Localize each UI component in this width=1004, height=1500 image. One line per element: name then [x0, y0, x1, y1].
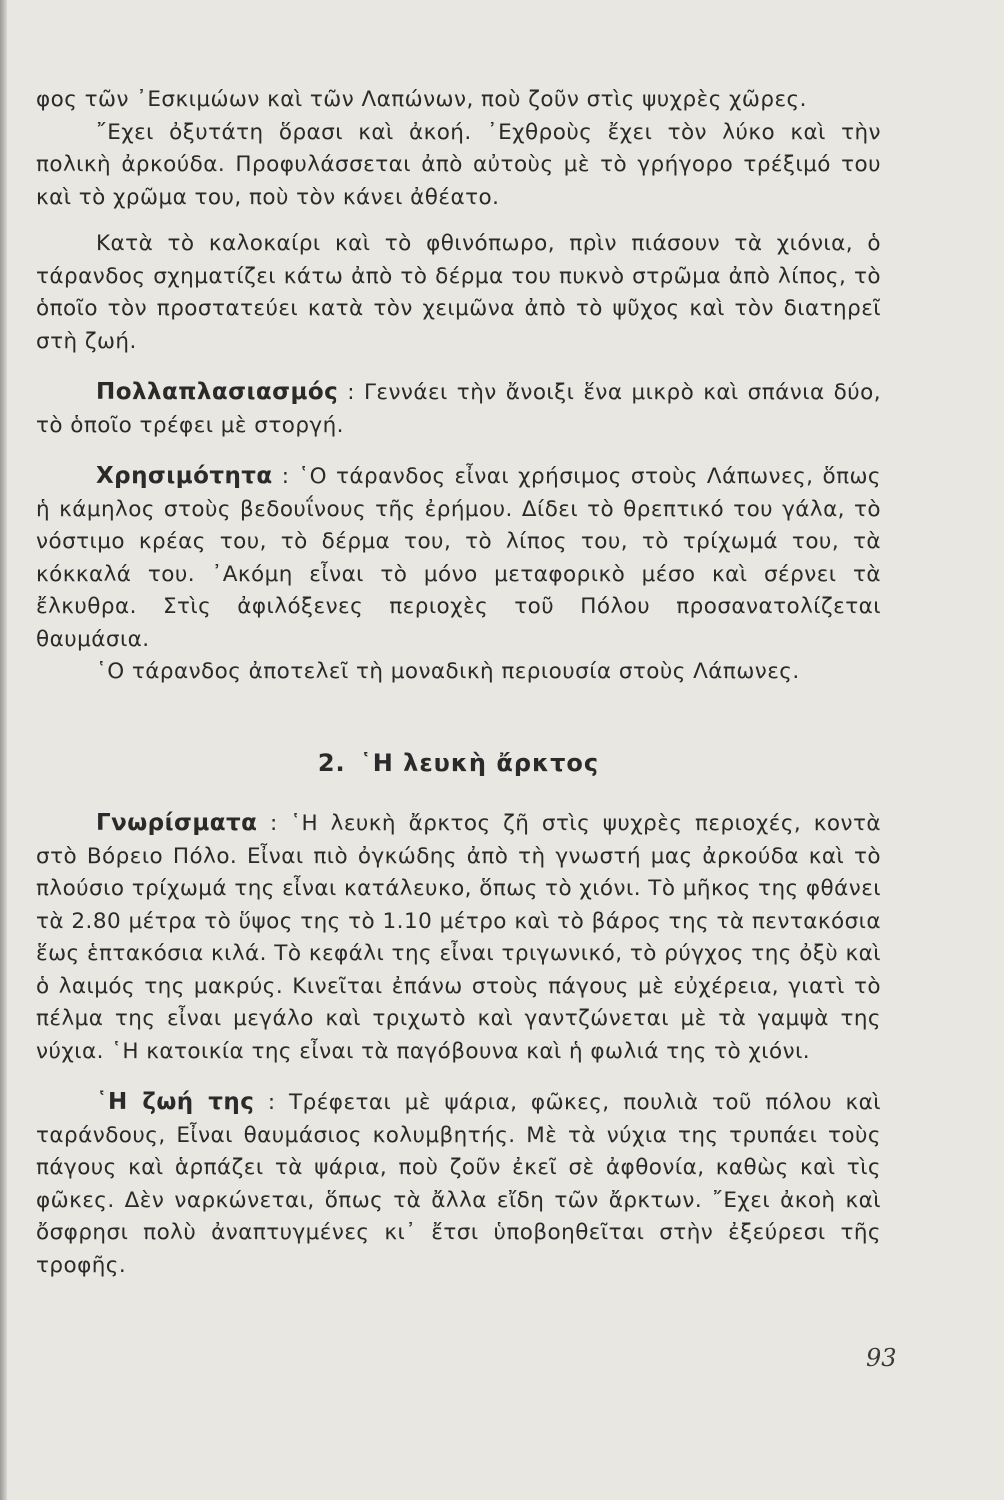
characteristics-text: : ῾Η λευκὴ ἄρκτος ζῆ στὶς ψυχρὲς περιοχές, κοντὰ στὸ Βόρειο Πόλο. Εἶναι πιὸ ὀγκώδης ἀπὸ τὴ γνωστή μας ἀρκούδα καὶ τὸ πλούσιο τρίχωμά της εἶναι κατάλευκο, ὅπως τὸ χιόνι. Τὸ μῆκος της φθάνει τὰ 2.80 μέτρα τὸ ὕψος της τὸ 1.10 μέτρο καὶ τὸ βάρος της τὰ πεντακόσια ἕως ἑπτακόσια κιλά. Τὸ κεφάλι της εἶναι τριγωνικό, τὸ ρύγχος της ὀξὺ καὶ ὁ λαιμός της μακρύς. Κινεῖται ἐπάνω στοὺς πάγους μὲ εὐχέρεια, γιατὶ τὸ πέλμα της εἶναι μεγάλο καὶ τριχωτὸ καὶ γαντζώνεται μὲ τὰ γαμψὰ της νύχια. ῾Η κατοικία της εἶναι τὰ παγόβουνα καὶ ἡ φωλιά της τὸ χιόνι. — [36, 811, 881, 1064]
paragraph-continuation: φος τῶν ᾿Εσκιμώων καὶ τῶν Λαπώνων, ποὺ ζοῦν στὶς ψυχρὲς χῶρες. — [36, 87, 807, 112]
page-number: 93 — [866, 1344, 897, 1372]
paragraph-property: ῾Ο τάρανδος ἀποτελεῖ τὴ μοναδικὴ περιουσία στοὺς Λάπωνες. — [96, 659, 800, 684]
reproduction-heading: Πολλαπλασιασμός — [96, 379, 339, 405]
paragraph-senses: ῎Εχει ὀξυτάτη ὅρασι καὶ ἀκοή. ᾿Εχθροὺς ἔχει τὸν λύκο καὶ τὴν πολικὴ ἀρκούδα. Προφυλάσσεται ἀπὸ αὐτοὺς μὲ τὸ γρήγορο τρέξιμό του καὶ τὸ χρῶμα του, ποὺ τὸν κάνει ἀθέατο. — [36, 119, 881, 210]
paragraph-reproduction — [36, 376, 881, 442]
life-text: : Τρέφεται μὲ ψάρια, φῶκες, πουλιὰ τοῦ πόλου καὶ ταράνδους, Εἶναι θαυμάσιος κολυμβητής. Μὲ τὰ νύχια της τρυπάει τοὺς πάγους καὶ ἁρπάζει τὰ ψάρια, ποὺ ζοῦν ἐκεῖ σὲ ἀφθονία, καθὼς καὶ τὶς φῶκες. Δὲν ναρκώνεται, ὅπως τὰ ἄλλα εἴδη τῶν ἄρκτων. ῎Εχει ἀκοὴ καὶ ὄσφρησι πολὺ ἀναπτυγμένες κι᾿ ἔτσι ὑποβοηθεῖται στὴν ἐξεύρεσι τῆς τροφῆς. — [36, 1090, 882, 1278]
paragraph-characteristics — [36, 807, 881, 1068]
paragraph-usefulness — [36, 460, 881, 656]
page-edge — [0, 0, 7, 1500]
life-heading: ῾Η ζωή της — [96, 1089, 255, 1115]
section-title — [36, 747, 881, 780]
page-text — [36, 84, 881, 1282]
section-title-text: ῾Η λευκὴ ἄρκτος — [359, 748, 600, 777]
characteristics-heading: Γνωρίσματα — [96, 810, 258, 836]
reproduction-text: : Γεννάει τὴν ἄνοιξι ἕνα μικρὸ καὶ σπάνια δύο, τὸ ὁποῖο τρέφει μὲ στοργή. — [36, 380, 881, 438]
usefulness-heading: Χρησιμότητα — [96, 463, 273, 489]
usefulness-text: : ῾Ο τάρανδος εἶναι χρήσιμος στοὺς Λάπωνες, ὅπως ἡ κάμηλος στοὺς βεδουΐνους τῆς ἐρήμου. Δίδει τὸ θρεπτικό του γάλα, τὸ νόστιμο κρέας του, τὸ δέρμα του, τὸ λίπος του, τὸ τρίχωμά του, τὰ κόκκαλά του. ᾿Ακόμη εἶναι τὸ μόνο μεταφορικὸ μέσο καὶ σέρνει τὰ ἔλκυθρα. Στὶς ἀφιλόξενες περιοχὲς τοῦ Πόλου προσανατολίζεται θαυμάσια. — [36, 464, 881, 652]
paragraph-fat-layer: Κατὰ τὸ καλοκαίρι καὶ τὸ φθινόπωρο, πρὶν πιάσουν τὰ χιόνια, ὁ τάρανδος σχηματίζει κάτω ἀπὸ τὸ δέρμα του πυκνὸ στρῶμα ἀπὸ λίπος, τὸ ὁποῖο τὸν προστατεύει κατὰ τὸν χειμῶνα ἀπὸ τὸ ψῦχος καὶ τὸν διατηρεῖ στὴ ζωή. — [36, 231, 881, 354]
paragraph-life — [36, 1086, 881, 1282]
section-number: 2. — [317, 748, 346, 777]
